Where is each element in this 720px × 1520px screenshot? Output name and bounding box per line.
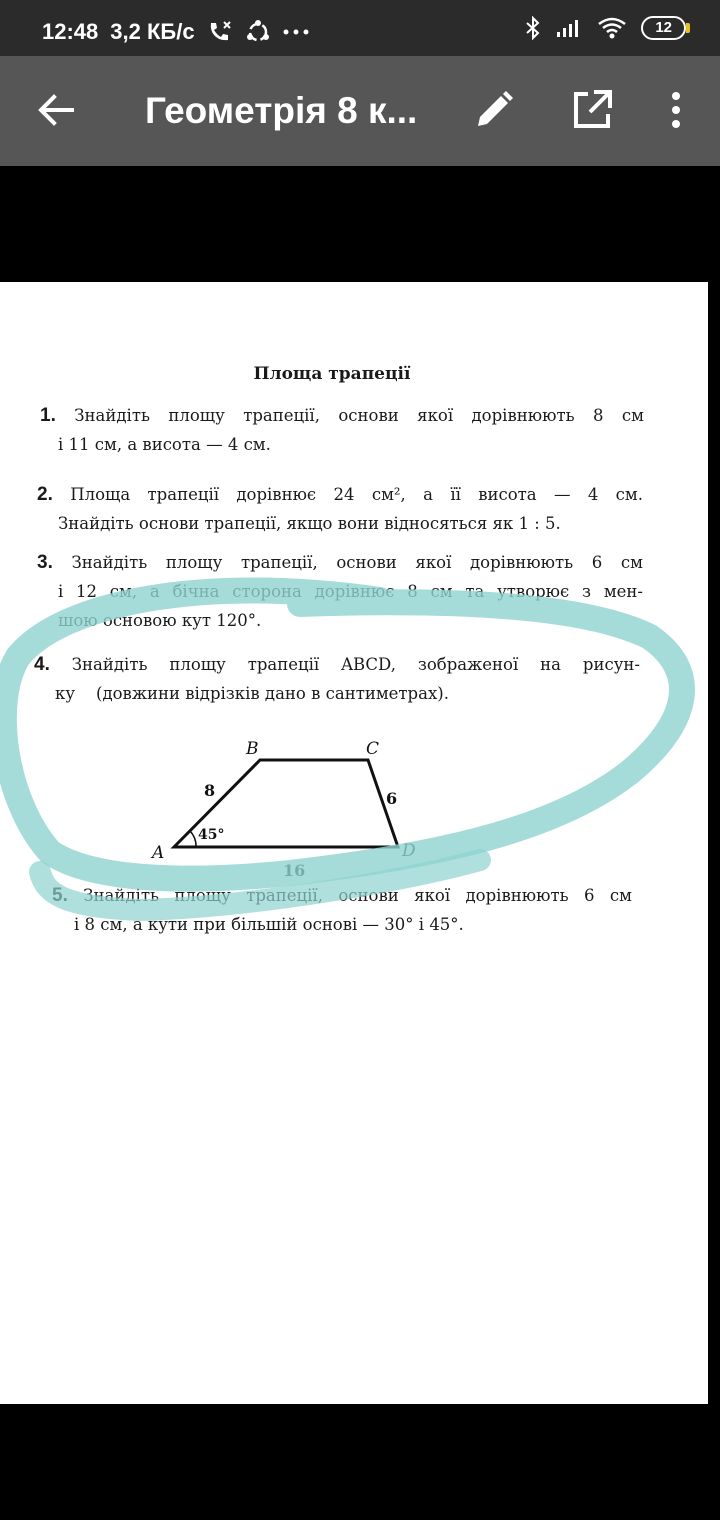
- problem-text-line: Знайдіть площу трапеції, основи якої дорівнюють 6 см: [71, 553, 643, 572]
- signal-icon: [555, 18, 583, 38]
- document-heading: Площа трапеції: [253, 364, 411, 384]
- document-page[interactable]: [0, 282, 708, 1404]
- vertex-a-label: A: [152, 843, 165, 863]
- problem-text-line: і 12 см, а бічна сторона дорівнює 8 см та утворює з мен-: [58, 582, 643, 601]
- trapezoid-figure: [140, 732, 440, 882]
- problem-number: 5.: [52, 885, 68, 906]
- side-ab-length: 8: [204, 781, 216, 800]
- problem-text-line: шою основою кут 120°.: [58, 611, 262, 630]
- wifi-icon: [597, 17, 627, 39]
- document-title: Геометрія 8 к...: [145, 90, 418, 131]
- problem-number: 2.: [37, 484, 53, 505]
- angle-a-label: 45°: [198, 827, 225, 843]
- problem-2: [37, 480, 643, 538]
- bottom-black-band: [0, 1404, 720, 1520]
- problem-text-line: ку (довжини відрізків дано в сантиметрах).: [55, 684, 449, 703]
- open-external-icon[interactable]: [570, 88, 614, 132]
- vertex-c-label: C: [366, 739, 380, 759]
- bluetooth-icon: [525, 16, 541, 40]
- side-ad-length: 16: [283, 861, 306, 880]
- top-black-band: [0, 166, 720, 282]
- page-edge: [708, 282, 720, 1404]
- problem-text-line: Знайдіть площу трапеції ABCD, зображеної на рисун-: [71, 655, 640, 674]
- back-arrow-icon[interactable]: [32, 86, 80, 134]
- problem-number: 3.: [37, 552, 53, 573]
- sync-icon: [245, 19, 271, 45]
- side-cd-length: 6: [386, 789, 398, 808]
- problem-1: [40, 401, 644, 459]
- status-bar: [0, 0, 720, 56]
- problem-text-line: Знайдіть площу трапеції, основи якої дорівнюють 8 см: [74, 406, 644, 425]
- more-vert-icon[interactable]: [654, 88, 698, 132]
- problem-text-line: Знайдіть площу трапеції, основи якої дорівнюють 6 см: [83, 886, 632, 905]
- problem-number: 4.: [34, 654, 50, 675]
- angle-arc: [190, 831, 196, 847]
- battery-indicator: 12: [641, 16, 686, 40]
- problem-text-line: і 11 см, а висота — 4 см.: [58, 435, 271, 454]
- problem-4: [34, 650, 640, 708]
- status-right: [525, 16, 686, 40]
- problem-text-line: і 8 см, а кути при більшій основі — 30° і 45°.: [74, 915, 464, 934]
- problem-5: [52, 881, 632, 939]
- app-bar: [0, 56, 720, 166]
- call-icon: [207, 20, 233, 44]
- edit-icon[interactable]: [472, 88, 516, 132]
- status-left: [42, 19, 309, 45]
- problem-text-line: Знайдіть основи трапеції, якщо вони відносяться як 1 : 5.: [58, 514, 561, 533]
- problem-text-line: Площа трапеції дорівнює 24 см², а її висота — 4 см.: [70, 485, 644, 504]
- status-speed: 3,2 КБ/с: [110, 19, 195, 44]
- vertex-d-label: D: [402, 841, 416, 861]
- problem-3: [37, 548, 643, 635]
- more-notifications-icon: [283, 28, 309, 36]
- vertex-b-label: B: [246, 739, 259, 759]
- problem-number: 1.: [40, 405, 56, 426]
- status-time: 12:48: [42, 19, 99, 44]
